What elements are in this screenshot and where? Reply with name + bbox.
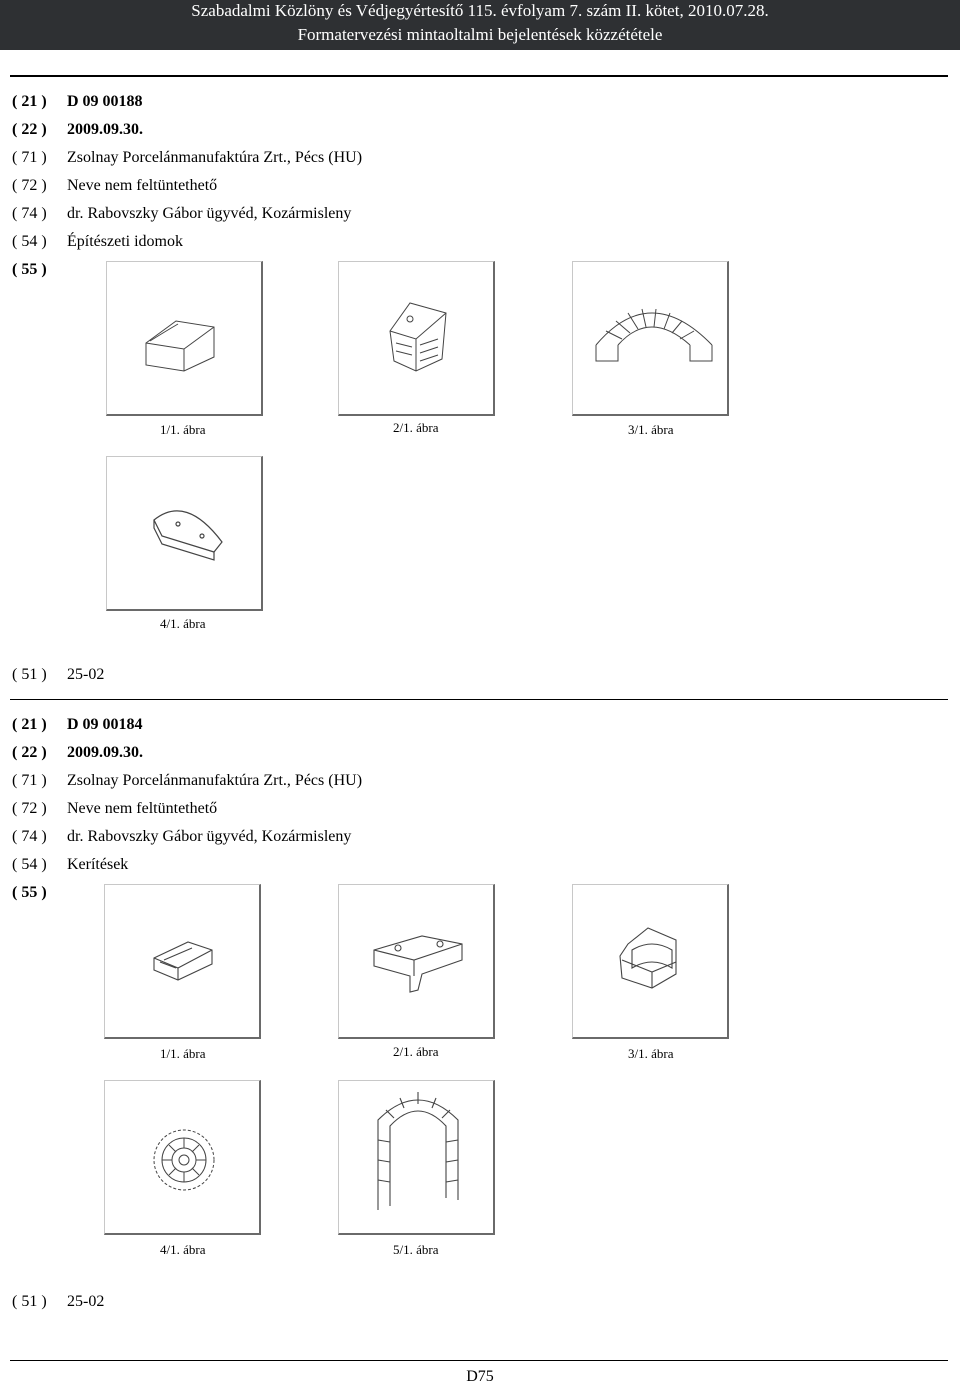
designer: Neve nem feltüntethető [67, 800, 218, 817]
figure-3 [572, 261, 728, 417]
figure-3 [572, 884, 728, 1040]
representative: dr. Rabovszky Gábor ügyvéd, Kozármisleny [67, 828, 352, 845]
house-block-drawing-icon [338, 261, 494, 417]
corner-block-drawing-icon [338, 884, 494, 1040]
journal-title: Szabadalmi Közlöny és Védjegyértesítő 115. évfolyam 7. szám II. kötet, 2010.07.28. [191, 1, 769, 20]
figure-2 [338, 884, 494, 1040]
section-title: Formatervezési mintaoltalmi bejelentések közzététele [297, 25, 663, 44]
divider-bottom [10, 1360, 948, 1361]
designer: Neve nem feltüntethető [67, 177, 218, 194]
figure-4 [106, 456, 262, 612]
gate-arch-drawing-icon [338, 1080, 494, 1236]
divider-top [10, 75, 948, 77]
applicant: Zsolnay Porcelánmanufaktúra Zrt., Pécs (HU) [67, 772, 363, 789]
figure-1-caption: 1/1. ábra [160, 422, 206, 437]
figure-1-caption: 1/1. ábra [160, 1046, 206, 1061]
page-number: D75 [466, 1368, 494, 1385]
half-round-cap-drawing-icon [106, 456, 262, 612]
application-number: D 09 00184 [67, 716, 143, 733]
figure-5-caption: 5/1. ábra [393, 1242, 439, 1257]
figure-5 [338, 1080, 494, 1236]
divider-middle [10, 699, 948, 700]
ornamental-cap-drawing-icon [572, 884, 728, 1040]
fence-cap-drawing-icon [104, 884, 260, 1040]
rosette-drawing-icon [104, 1080, 260, 1236]
figure-1 [106, 261, 262, 417]
design-title: Kerítések [67, 856, 129, 873]
figure-2-caption: 2/1. ábra [393, 420, 439, 435]
design-title: Építészeti idomok [67, 233, 183, 250]
filing-date: 2009.09.30. [67, 121, 143, 138]
page-header [0, 0, 960, 50]
figure-2 [338, 261, 494, 417]
figure-1 [104, 884, 260, 1040]
representative: dr. Rabovszky Gábor ügyvéd, Kozármisleny [67, 205, 352, 222]
block-drawing-icon [106, 261, 262, 417]
figure-2-caption: 2/1. ábra [393, 1044, 439, 1059]
locarno-class: 25-02 [67, 1293, 105, 1310]
figure-4 [104, 1080, 260, 1236]
figure-3-caption: 3/1. ábra [628, 422, 674, 437]
figure-3-caption: 3/1. ábra [628, 1046, 674, 1061]
applicant: Zsolnay Porcelánmanufaktúra Zrt., Pécs (HU) [67, 149, 363, 166]
figure-4-caption: 4/1. ábra [160, 1242, 206, 1257]
figure-4-caption: 4/1. ábra [160, 616, 206, 631]
filing-date: 2009.09.30. [67, 744, 143, 761]
application-number: D 09 00188 [67, 93, 143, 110]
locarno-class: 25-02 [67, 666, 105, 683]
arch-drawing-icon [572, 261, 728, 417]
